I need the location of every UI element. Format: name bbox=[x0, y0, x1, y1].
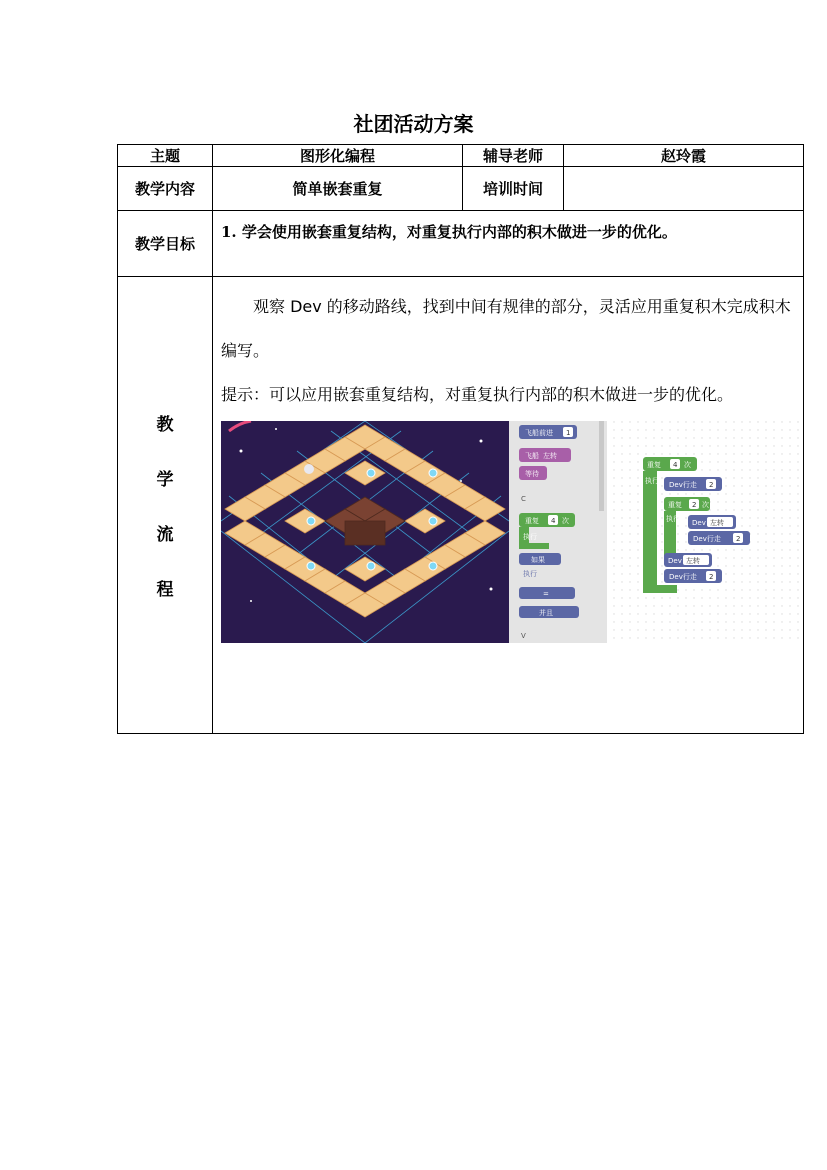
palette-repeat-num[interactable]: 4 bbox=[551, 517, 556, 525]
process-label-char: 流 bbox=[156, 525, 174, 545]
process-content bbox=[213, 277, 804, 734]
palette-section-c: C bbox=[521, 495, 526, 503]
walk-num-1[interactable]: 2 bbox=[709, 481, 714, 489]
palette-execute-2: 执行 bbox=[523, 570, 537, 578]
time-value bbox=[564, 167, 804, 211]
process-label-char: 学 bbox=[156, 470, 174, 490]
palette-fly-turn-dir[interactable]: 左转 bbox=[543, 452, 557, 460]
content-value: 简单嵌套重复 bbox=[213, 167, 463, 211]
block-palette bbox=[509, 421, 607, 643]
outer-repeat[interactable]: 重复 bbox=[647, 461, 661, 469]
palette-and[interactable]: 并且 bbox=[539, 609, 553, 617]
dev-turn-inner[interactable]: Dev bbox=[692, 519, 706, 527]
inner-execute: 执行 bbox=[666, 515, 680, 523]
palette-fly-turn[interactable]: 飞船 bbox=[525, 452, 539, 460]
process-label-char: 教 bbox=[156, 415, 174, 435]
game-scene bbox=[221, 421, 509, 643]
lesson-illustration bbox=[221, 421, 801, 643]
process-label bbox=[118, 277, 213, 734]
activity-plan-table bbox=[117, 144, 804, 734]
palette-eq[interactable]: = bbox=[543, 590, 549, 598]
palette-fly-forward-num[interactable]: 1 bbox=[566, 429, 571, 437]
walk-num-3[interactable]: 2 bbox=[709, 573, 714, 581]
theme-label: 主题 bbox=[118, 145, 213, 167]
palette-repeat[interactable]: 重复 bbox=[525, 517, 539, 525]
goal-label: 教学目标 bbox=[118, 211, 213, 277]
palette-fly-forward[interactable]: 飞船前进 bbox=[525, 429, 553, 437]
dev-walk-2[interactable]: Dev行走 bbox=[693, 535, 721, 543]
process-label-char: 程 bbox=[156, 580, 174, 600]
lesson-screenshot bbox=[221, 421, 801, 643]
inner-times: 次 bbox=[702, 501, 709, 509]
turn-left-outer[interactable]: 左转 bbox=[686, 557, 700, 565]
outer-repeat-num[interactable]: 4 bbox=[673, 461, 678, 469]
outer-times: 次 bbox=[684, 461, 691, 469]
palette-if[interactable]: 如果 bbox=[531, 556, 545, 564]
inner-repeat-num[interactable]: 2 bbox=[692, 501, 697, 509]
dev-robot-icon bbox=[304, 464, 314, 474]
outer-execute: 执行 bbox=[645, 477, 659, 485]
program-workspace bbox=[607, 421, 801, 643]
teacher-label: 辅导老师 bbox=[463, 145, 564, 167]
theme-value: 图形化编程 bbox=[213, 145, 463, 167]
walk-num-2[interactable]: 2 bbox=[736, 535, 741, 543]
dev-walk-1[interactable]: Dev行走 bbox=[669, 481, 697, 489]
palette-execute: 执行 bbox=[523, 533, 537, 541]
content-label: 教学内容 bbox=[118, 167, 213, 211]
time-label: 培训时间 bbox=[463, 167, 564, 211]
dev-walk-3[interactable]: Dev行走 bbox=[669, 573, 697, 581]
turn-left-inner[interactable]: 左转 bbox=[710, 519, 724, 527]
page-title: 社团活动方案 bbox=[353, 112, 474, 136]
goal-value: 1. 学会使用嵌套重复结构，对重复执行内部的积木做进一步的优化。 bbox=[213, 211, 804, 277]
teacher-value: 赵玲霞 bbox=[564, 145, 804, 167]
palette-times: 次 bbox=[562, 517, 569, 525]
inner-repeat[interactable]: 重复 bbox=[668, 501, 682, 509]
palette-wait[interactable]: 等待 bbox=[525, 470, 539, 478]
process-paragraph-1: 观察 Dev 的移动路线，找到中间有规律的部分，灵活应用重复积木完成积木编写。 bbox=[221, 297, 791, 360]
palette-section-v: V bbox=[521, 632, 526, 640]
process-paragraph-2: 提示：可以应用嵌套重复结构，对重复执行内部的积木做进一步的优化。 bbox=[221, 385, 734, 404]
dev-turn-outer[interactable]: Dev bbox=[668, 557, 682, 565]
